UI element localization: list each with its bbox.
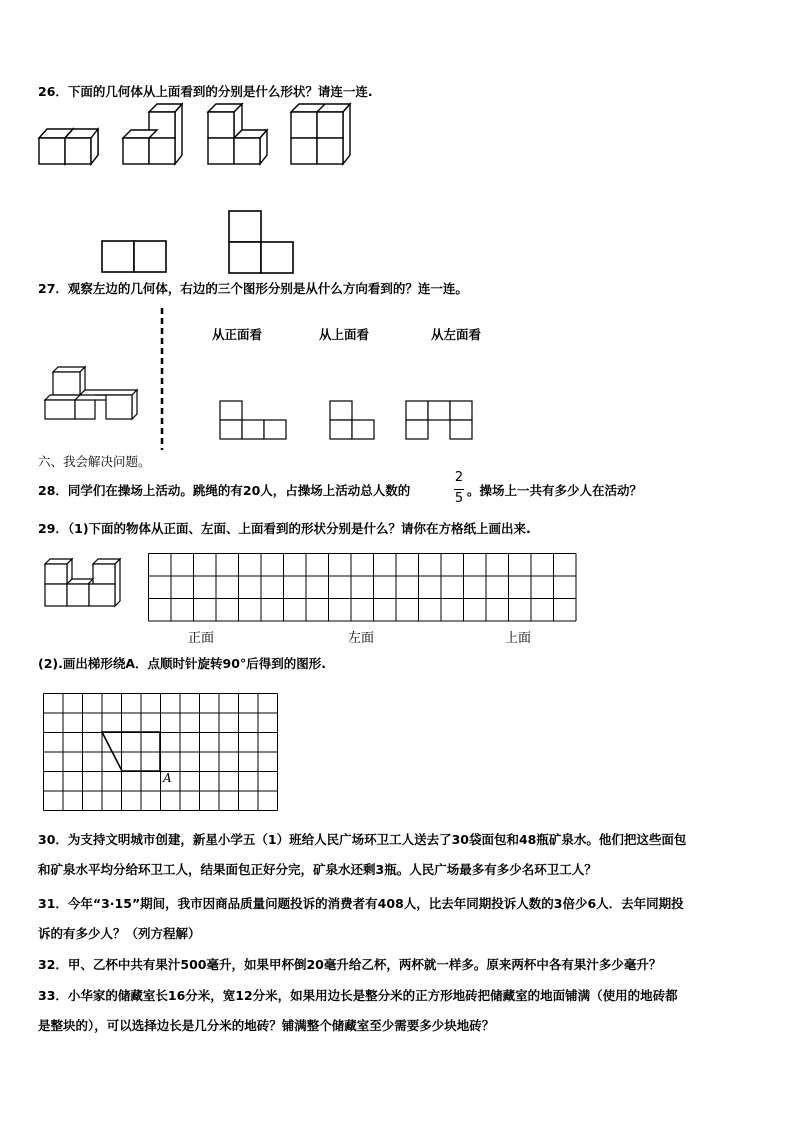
q28-text-after: 。操场上一共有多少人在活动？ [467, 483, 643, 498]
q29-solid [42, 556, 126, 610]
q26-top-view-a [101, 240, 167, 274]
q27-text: 27．观察左边的几何体，右边的三个图形分别是从什么方向看到的？连一连。 [38, 281, 468, 296]
q29-rotation-grid[interactable] [43, 693, 280, 811]
q26-text: 26．下面的几何体从上面看到的分别是什么形状？请连一连. [38, 84, 373, 99]
q27-view-label-top: 从上面看 [319, 327, 370, 342]
q28-fraction-denominator: 5 [454, 491, 464, 506]
q26-solid-1 [36, 123, 101, 168]
q27-view-label-front: 从正面看 [212, 327, 263, 342]
q26-solid-2 [120, 104, 185, 168]
q31-line1: 31．今年“3·15”期间，我市因商品质量问题投诉的消费者有408人，比去年同期投诉人数的3倍少6人．去年同期投 [38, 896, 684, 911]
section6-heading: 六、我会解决问题。 [38, 454, 151, 469]
q28-text-before: 28．同学们在操场上活动。跳绳的有20人，占操场上活动总人数的 [38, 483, 411, 498]
q26-solid-4 [288, 104, 353, 168]
q28-fraction-numerator: 2 [454, 470, 464, 485]
q29-point-a-label: A [163, 771, 172, 785]
q27-view-label-left: 从左面看 [431, 327, 482, 342]
q29-grid-label-left: 左面 [348, 631, 375, 646]
q32-text: 32．甲、乙杯中共有果汁500毫升，如果甲杯倒20毫升给乙杯，两杯就一样多。原来两杯中各有果汁多少毫升？ [38, 957, 662, 972]
q26-solid-3 [205, 104, 270, 168]
q26-top-view-b [228, 210, 294, 274]
q28-fraction-bar [454, 489, 464, 490]
q27-solid [43, 366, 139, 422]
q29-grid-label-front: 正面 [188, 631, 215, 646]
q30-line1: 30．为支持文明城市创建，新星小学五（1）班给人民广场环卫工人送去了30袋面包和48瓶矿泉水。他们把这些面包 [38, 832, 687, 847]
q27-divider [160, 308, 164, 450]
q29-grid-label-top: 上面 [505, 631, 532, 646]
q33-line1: 33．小华家的储藏室长16分米，宽12分米，如果用边长是整分米的正方形地砖把储藏室的地面铺满（使用的地砖都 [38, 988, 678, 1003]
q33-line2: 是整块的），可以选择边长是几分米的地砖？铺满整个储藏室至少需要多少块地砖？ [38, 1018, 495, 1033]
q30-line2: 和矿泉水平均分给环卫工人，结果面包正好分完，矿泉水还剩3瓶。人民广场最多有多少名环卫工人？ [38, 862, 597, 877]
q31-line2: 诉的有多少人？（列方程解） [38, 926, 201, 941]
q29-part2-text: (2).画出梯形绕A．点顺时针旋转90°后得到的图形. [38, 656, 326, 671]
q27-shape-3 [405, 400, 475, 440]
q27-shape-1 [219, 400, 289, 440]
q29-answer-grid[interactable] [148, 553, 578, 621]
q29-part1-text: 29．（1)下面的物体从正面、左面、上面看到的形状分别是什么？请你在方格纸上画出来. [38, 521, 531, 536]
q27-shape-2 [329, 400, 377, 440]
